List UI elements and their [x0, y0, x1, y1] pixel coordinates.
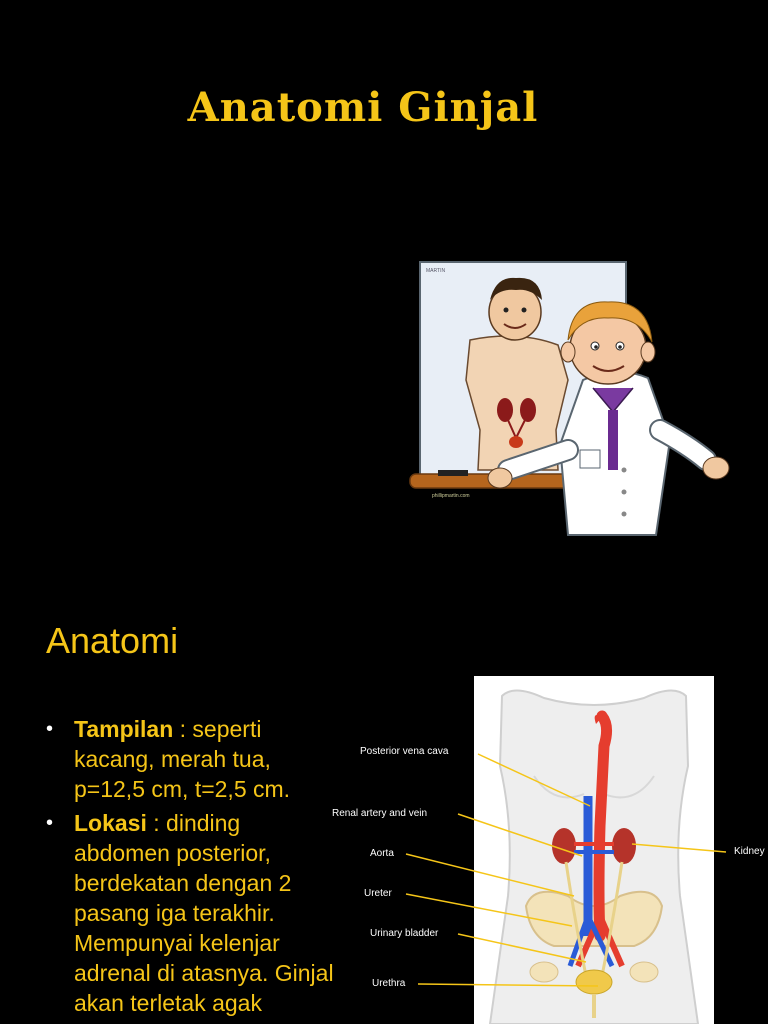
bullet-icon: • [46, 718, 54, 740]
label-posterior-vena-cava: Posterior vena cava [360, 746, 449, 757]
urinary-system-diagram [474, 676, 714, 1024]
slide-title: Anatomi Ginjal [187, 84, 539, 131]
label-urinary-bladder: Urinary bladder [370, 928, 439, 939]
bullet-term: Lokasi [74, 810, 147, 836]
bullet-term: Tampilan [74, 716, 174, 742]
bullet-text: : dinding abdomen posterior, berdekatan dengan 2 pasang iga terakhir. Mempunyai kelenjar adrenal di atasnya. Ginjal akan terletak agak [74, 810, 334, 1016]
label-ureter: Ureter [364, 888, 392, 899]
slide-title: Anatomi [46, 620, 179, 661]
bullet-list [46, 714, 336, 1022]
bullet-item [46, 714, 336, 804]
label-renal-artery-vein: Renal artery and vein [332, 808, 428, 819]
label-aorta: Aorta [370, 848, 394, 859]
clipart-signature: MARTIN [426, 268, 446, 274]
doctor-clipart [408, 260, 738, 540]
slide-2 [0, 576, 768, 1024]
label-kidney: Kidney [734, 846, 765, 857]
bullet-item [46, 808, 336, 1018]
clipart-website: phillipmartin.com [432, 493, 470, 499]
bullet-icon: • [46, 812, 54, 834]
bullet-text: : seperti kacang, merah tua, p=12,5 cm, t=2,5 cm. [74, 716, 291, 802]
label-urethra: Urethra [372, 978, 406, 989]
